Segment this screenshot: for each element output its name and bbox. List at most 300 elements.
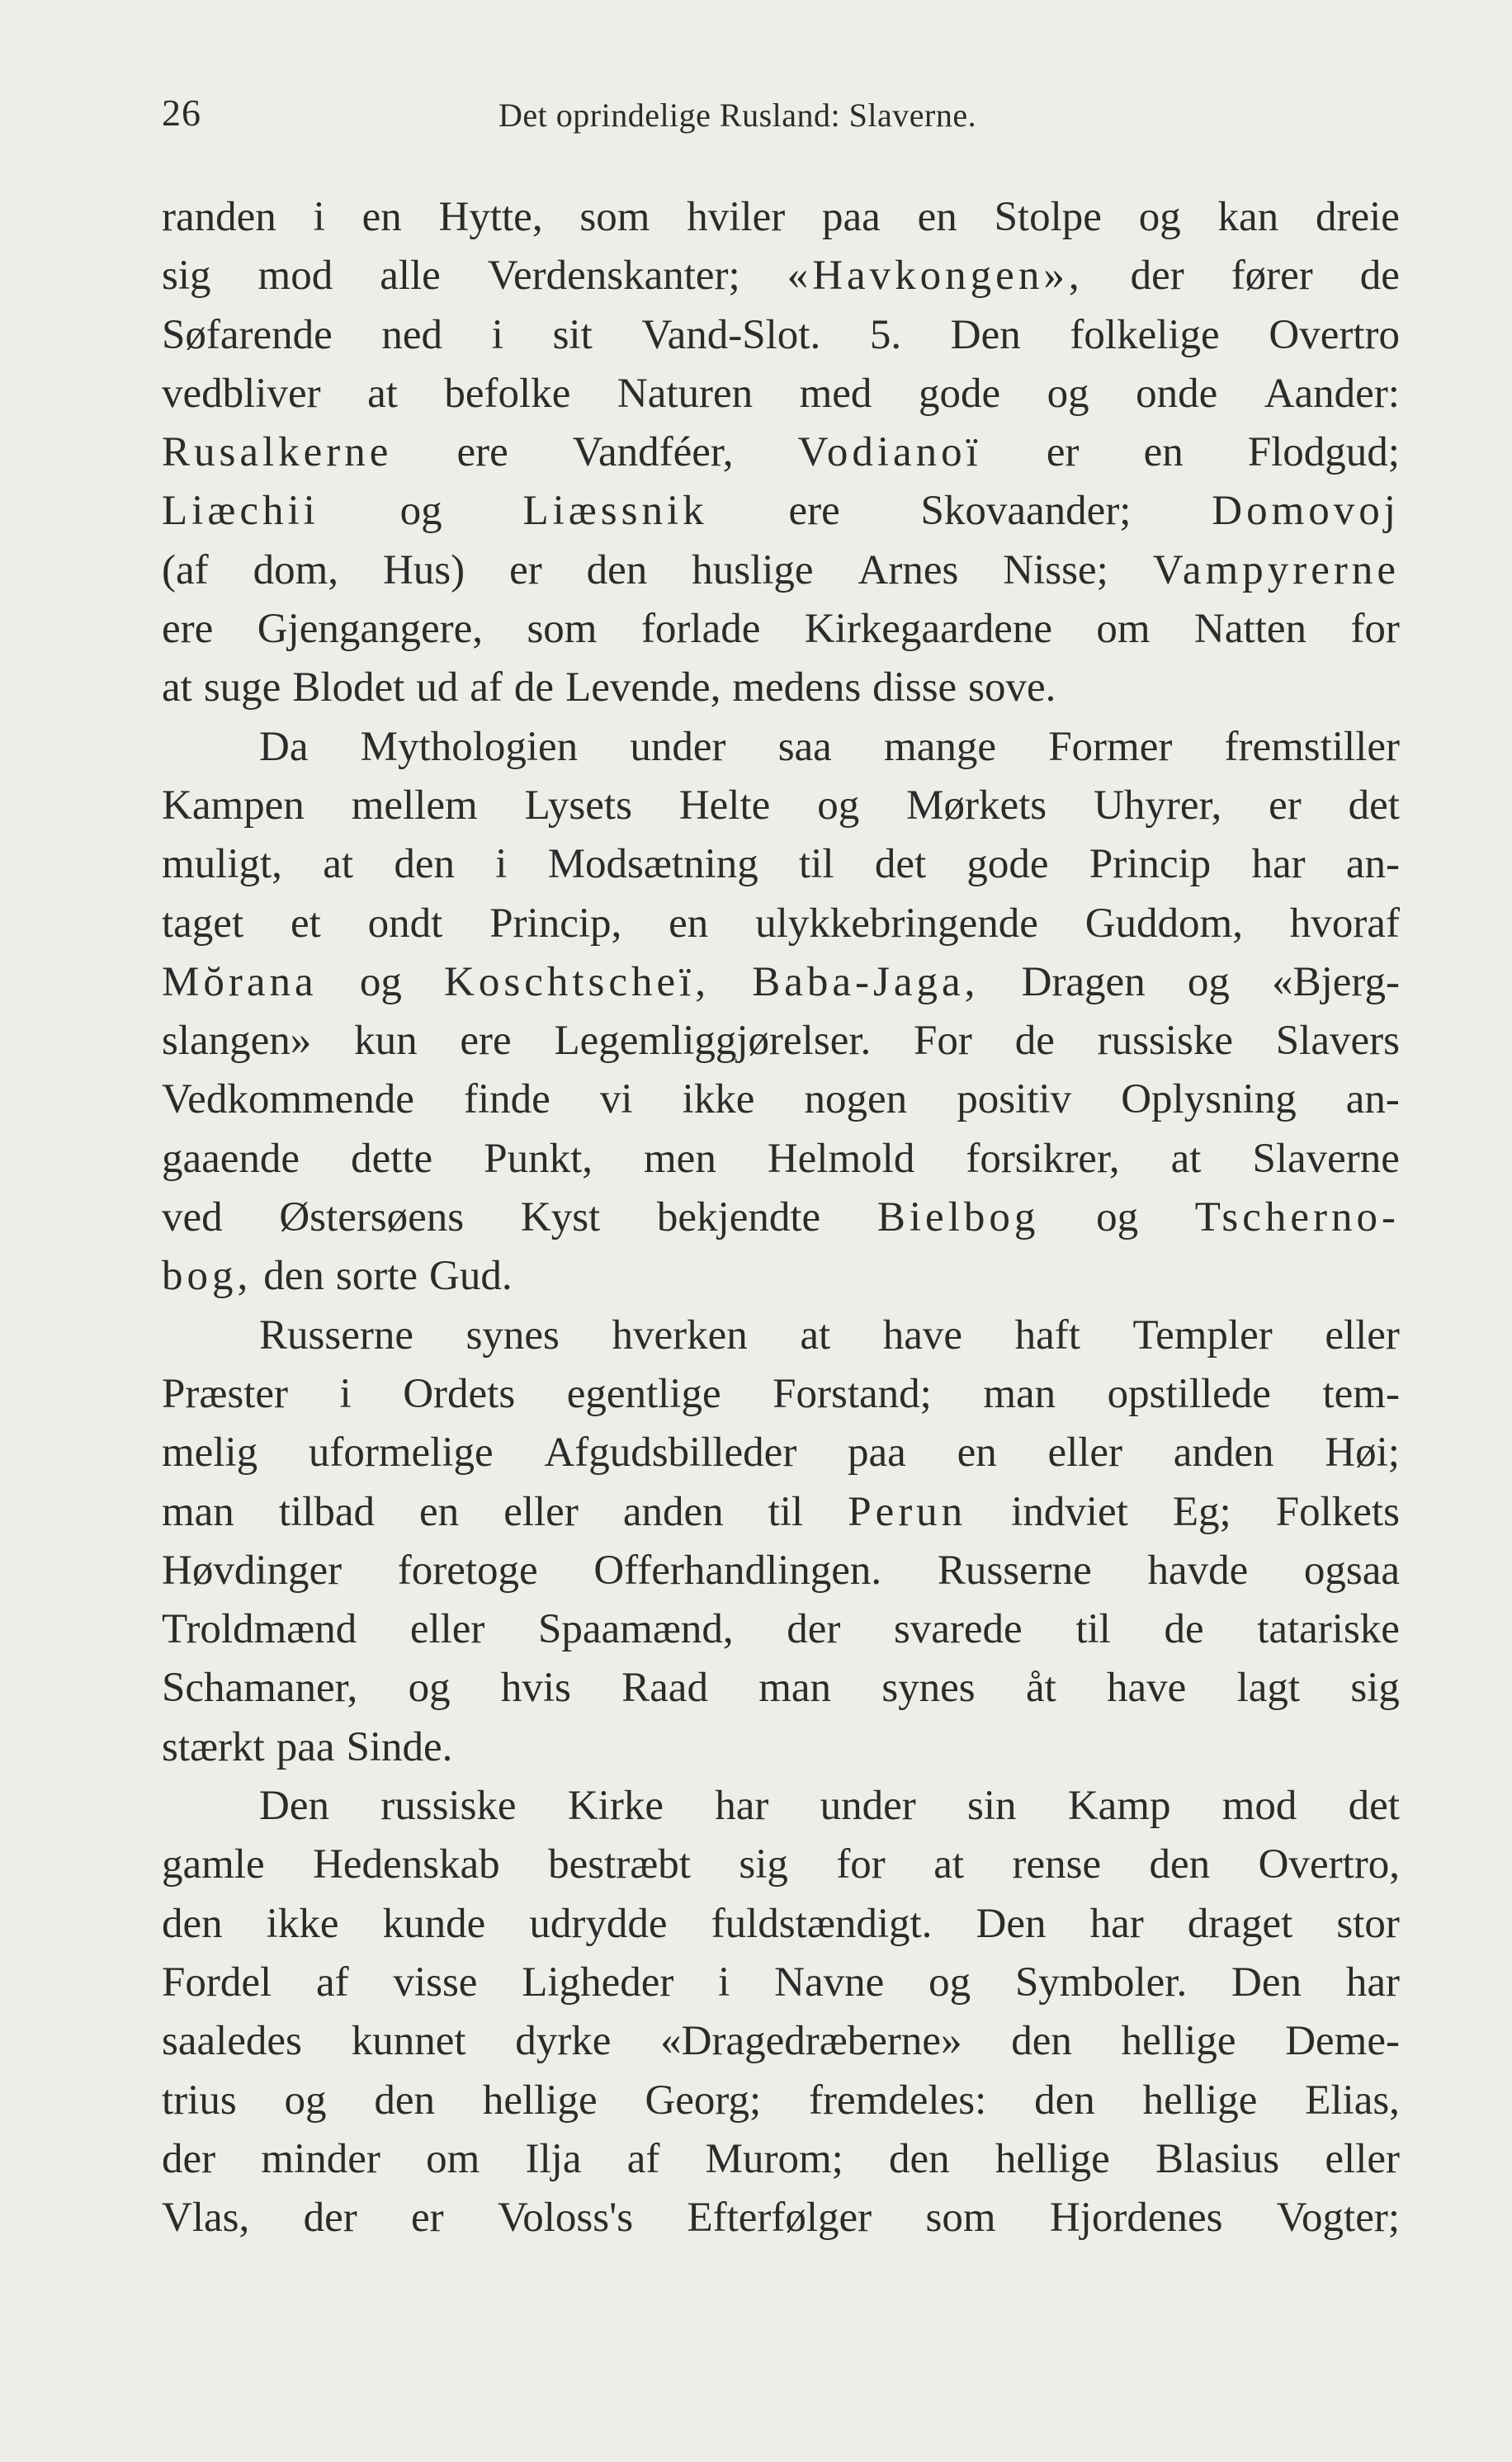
word: suge [203, 664, 281, 711]
word: der [303, 2195, 357, 2242]
word: de [1359, 253, 1400, 300]
word: fremdeles: [809, 2077, 987, 2124]
text-line [162, 1424, 1400, 1482]
word: Uhyrer, [1094, 782, 1222, 829]
word: det [1348, 782, 1400, 829]
word: under [630, 723, 726, 770]
text-line [162, 188, 1400, 247]
word: stærkt [162, 1723, 265, 1770]
word: befolke [444, 370, 571, 417]
word: Oplysning [1121, 1076, 1297, 1123]
word: den [889, 2135, 950, 2182]
word: Symboler. [1014, 1959, 1188, 2006]
text-line [162, 1188, 1400, 1247]
word: synes [465, 1311, 560, 1359]
text-line [162, 482, 1400, 541]
word: Kamp [1067, 1783, 1171, 1830]
word: Ligheder [522, 1959, 674, 2006]
word: Præster [162, 1370, 288, 1417]
word: Navne [774, 1959, 885, 2006]
word: ere [788, 488, 840, 535]
word: og [928, 1959, 971, 2006]
word: man [758, 1665, 832, 1712]
word: Fordel [162, 1959, 272, 2006]
text-line [162, 306, 1400, 365]
word: som [527, 606, 598, 653]
word: i [313, 194, 325, 240]
word: de [513, 664, 555, 711]
text-line [162, 718, 1400, 777]
word: har [1089, 1900, 1144, 1947]
word: eller [409, 1606, 485, 1653]
word: an- [1345, 841, 1400, 888]
word: folkelige [1070, 311, 1220, 358]
word: Vand-Slot. [641, 311, 821, 358]
word: Murom; [705, 2135, 843, 2182]
word: fører [1231, 253, 1313, 300]
word: Lysets [524, 782, 632, 829]
word: som [925, 2195, 996, 2242]
word: i [718, 1959, 730, 2006]
word: draget [1187, 1900, 1293, 1947]
word: og [1047, 370, 1089, 417]
word: under [820, 1783, 916, 1830]
word: Punkt, [484, 1135, 593, 1182]
word: en [917, 194, 957, 240]
word: Den [976, 1900, 1047, 1947]
word: Former [1048, 723, 1173, 770]
word: i [339, 1370, 352, 1417]
word: Blasius [1155, 2135, 1280, 2182]
word: om [426, 2135, 480, 2182]
word: melig [162, 1429, 258, 1477]
word: hellige [1121, 2018, 1236, 2065]
word: Hedenskab [313, 1841, 500, 1888]
word: Slavers [1275, 1018, 1400, 1065]
word: gode [966, 841, 1049, 888]
word: den [394, 841, 455, 888]
word: der [1130, 253, 1184, 300]
word: fuldstændigt. [711, 1900, 933, 1947]
word: uformelige [308, 1429, 494, 1477]
word: «Dragedræberne» [660, 2018, 962, 2065]
word: har [1345, 1959, 1400, 2006]
word: kun [354, 1018, 418, 1065]
word: Liæchii [162, 488, 319, 535]
word: om [1096, 606, 1151, 653]
word: Russerne [259, 1311, 413, 1359]
word: ikke [682, 1076, 755, 1123]
word: lagt [1236, 1665, 1301, 1712]
word: Deme- [1285, 2018, 1400, 2065]
word: Eg; [1172, 1488, 1231, 1535]
text-line [162, 1954, 1400, 2012]
text-line [162, 1777, 1400, 1836]
text-line [162, 1542, 1400, 1600]
word: havde [1147, 1547, 1249, 1594]
word: anden [1173, 1429, 1274, 1477]
word: ikke [266, 1900, 339, 1947]
word: have [1107, 1665, 1187, 1712]
word: randen [162, 194, 276, 240]
word: Hus) [382, 546, 465, 593]
word: sin [967, 1783, 1017, 1830]
word: disse [872, 664, 957, 711]
body-text [162, 188, 1400, 2247]
word: den [586, 546, 648, 593]
word: haft [1014, 1311, 1080, 1359]
word: og [1096, 1194, 1139, 1241]
word: eller [1325, 2135, 1400, 2182]
word: Arnes [858, 546, 959, 593]
word: den [263, 1253, 324, 1300]
word: Efterfølger [687, 2195, 872, 2242]
word: for [1350, 606, 1400, 653]
text-line [162, 541, 1400, 600]
word: Troldmænd [162, 1606, 357, 1653]
word: Tscherno- [1194, 1194, 1400, 1241]
word: Slaverne [1252, 1135, 1400, 1182]
word: russiske [1097, 1018, 1233, 1065]
word: rense [1012, 1841, 1102, 1888]
word: nogen [804, 1076, 908, 1123]
word: huslige [692, 546, 814, 593]
word: at [367, 370, 398, 417]
word: mange [884, 723, 996, 770]
word: gaaende [162, 1135, 300, 1182]
word: det [874, 841, 927, 888]
word: trius [162, 2077, 237, 2124]
word: Verdenskanter; [487, 253, 740, 300]
word: i [491, 311, 503, 358]
word: taget [162, 900, 244, 947]
word: af [626, 2135, 660, 2182]
word: Kirkegaardene [804, 606, 1052, 653]
word: forsikrer, [966, 1135, 1120, 1182]
word: i [495, 841, 508, 888]
word: den [1149, 1841, 1211, 1888]
text-line [162, 1659, 1400, 1718]
word: er [1269, 782, 1302, 829]
word: 5. [869, 311, 902, 358]
word: Skovaander; [920, 488, 1132, 535]
word: Hjordenes [1049, 2195, 1223, 2242]
word: stor [1336, 1900, 1400, 1947]
word: Elias, [1305, 2077, 1400, 2124]
word: hellige [1142, 2077, 1258, 2124]
word: hellige [995, 2135, 1110, 2182]
word: dyrke [515, 2018, 612, 2065]
word: Domovoj [1212, 488, 1400, 535]
word: russiske [380, 1783, 517, 1830]
word: sig [162, 253, 211, 300]
word: sorte [335, 1253, 418, 1300]
word: Mŏrana [162, 958, 318, 1005]
word: af [470, 664, 503, 711]
word: hellige [482, 2077, 598, 2124]
word: og [817, 782, 860, 829]
word: «Bjerg- [1272, 958, 1400, 1005]
word: Guddom, [1084, 900, 1243, 947]
text-line [162, 895, 1400, 953]
word: Levende, [565, 664, 721, 711]
word: som [579, 194, 650, 240]
word: ved [162, 1194, 223, 1241]
word: til [768, 1488, 804, 1535]
word: med [799, 370, 872, 417]
word: gode [918, 370, 1001, 417]
word: vi [599, 1076, 633, 1123]
word: ere [460, 1018, 512, 1065]
word: at [1170, 1135, 1202, 1182]
word: Stolpe [994, 194, 1102, 240]
word: Høvdinger [162, 1547, 343, 1594]
word: (af [162, 546, 209, 593]
word: mod [258, 253, 333, 300]
word: anden [622, 1488, 724, 1535]
word: paa [848, 1429, 906, 1477]
word: en [361, 194, 402, 240]
word: muligt, [162, 841, 282, 888]
word: fremstiller [1224, 723, 1400, 770]
word: gamle [162, 1841, 265, 1888]
text-line [162, 659, 1400, 717]
word: Legemliggjørelser. [554, 1018, 872, 1065]
word: Schamaner, [162, 1665, 358, 1712]
word: der [162, 2135, 216, 2182]
word: at [162, 664, 192, 711]
text-line [162, 1483, 1400, 1542]
word: Georg; [645, 2077, 762, 2124]
word: onde [1136, 370, 1218, 417]
word: indviet [1011, 1488, 1128, 1535]
word: an- [1345, 1076, 1400, 1123]
word: Vlas, [162, 2195, 250, 2242]
word: en [957, 1429, 997, 1477]
word: og [1138, 194, 1181, 240]
word: Natten [1194, 606, 1306, 653]
word: Gud. [429, 1253, 513, 1300]
text-line [162, 835, 1400, 894]
word: eller [1325, 1311, 1400, 1359]
word: og [408, 1665, 451, 1712]
word: Raad [621, 1665, 708, 1712]
text-line [162, 2130, 1400, 2189]
running-title: Det oprindelige Rusland: Slaverne. [498, 97, 977, 134]
text-line [162, 600, 1400, 659]
word: Spaamænd, [538, 1606, 734, 1653]
word: Vandféer, [572, 429, 734, 476]
word: af [315, 1959, 349, 2006]
word: tilbad [278, 1488, 375, 1535]
word: dette [351, 1135, 433, 1182]
word: Dragen [1021, 958, 1146, 1005]
word: Mythologien [360, 723, 579, 770]
word: at [933, 1841, 965, 1888]
text-line [162, 1836, 1400, 1894]
word: opstillede [1107, 1370, 1271, 1417]
word: til [799, 841, 834, 888]
word: Forstand; [773, 1370, 932, 1417]
word: Perun [848, 1488, 967, 1535]
word: Russerne [937, 1547, 1092, 1594]
word: den [1011, 2018, 1072, 2065]
word: Bielbog [876, 1194, 1040, 1241]
text-line [162, 1307, 1400, 1365]
word: Den [950, 311, 1021, 358]
word: Kirke [567, 1783, 664, 1830]
word: en [1143, 429, 1184, 476]
word: ere [456, 429, 508, 476]
word: og [359, 958, 402, 1005]
word: sit [552, 311, 593, 358]
word: Rusalkerne [162, 429, 393, 476]
word: foretoge [397, 1547, 538, 1594]
text-line [162, 1365, 1400, 1424]
word: Blodet [292, 664, 405, 711]
word: kunnet [351, 2018, 466, 2065]
word: de [1014, 1018, 1055, 1065]
word: ud [416, 664, 459, 711]
word: Nisse; [1003, 546, 1108, 593]
text-line [162, 247, 1400, 305]
word: ere [162, 606, 214, 653]
text-line [162, 777, 1400, 835]
word: kan [1217, 194, 1279, 240]
word: Da [259, 723, 309, 770]
word: svarede [893, 1606, 1023, 1653]
word: Kyst [520, 1194, 601, 1241]
word: Baba-Jaga, [752, 958, 980, 1005]
text-line [162, 1895, 1400, 1954]
word: hverken [612, 1311, 748, 1359]
word: bog, [162, 1253, 253, 1300]
word: Kampen [162, 782, 305, 829]
word: Templer [1132, 1311, 1273, 1359]
word: Vodianoï [797, 429, 982, 476]
word: Folkets [1275, 1488, 1400, 1535]
text-line [162, 365, 1400, 423]
word: Naturen [617, 370, 754, 417]
word: synes [881, 1665, 976, 1712]
word: det [1348, 1783, 1400, 1830]
word: Vogter; [1276, 2195, 1400, 2242]
word: Vedkommende [162, 1076, 414, 1123]
word: er [509, 546, 542, 593]
word: medens [732, 664, 862, 711]
word: en [419, 1488, 460, 1535]
word: Østersøens [279, 1194, 465, 1241]
word: mod [1221, 1783, 1297, 1830]
word: Princip, [489, 900, 622, 947]
word: bestræbt [548, 1841, 691, 1888]
word: og [1187, 958, 1230, 1005]
word: Overtro, [1258, 1841, 1400, 1888]
word: og [284, 2077, 327, 2124]
text-line [162, 1247, 1400, 1306]
word: Offerhandlingen. [593, 1547, 882, 1594]
word: Ilja [525, 2135, 582, 2182]
word: Voloss's [497, 2195, 634, 2242]
word: kunde [382, 1900, 486, 1947]
word: Overtro [1269, 311, 1400, 358]
word: hviler [687, 194, 786, 240]
word: har [715, 1783, 769, 1830]
word: ogsaa [1303, 1547, 1400, 1594]
word: at [323, 841, 354, 888]
word: Afgudsbilleder [544, 1429, 797, 1477]
word: tem- [1322, 1370, 1400, 1417]
word: saaledes [162, 2018, 302, 2065]
word: Ordets [403, 1370, 516, 1417]
word: Vampyrerne [1152, 546, 1400, 593]
text-line [162, 1600, 1400, 1659]
word: paa [276, 1723, 335, 1770]
word: den [162, 1900, 223, 1947]
text-line [162, 2072, 1400, 2130]
word: de [1164, 1606, 1204, 1653]
page-header [162, 91, 1400, 140]
word: For [914, 1018, 972, 1065]
word: alle [380, 253, 441, 300]
word: Flodgud; [1247, 429, 1400, 476]
word: har [1251, 841, 1306, 888]
word: have [882, 1311, 963, 1359]
word: dom, [253, 546, 338, 593]
word: hvis [500, 1665, 571, 1712]
page-number: 26 [162, 92, 201, 134]
word: udrydde [529, 1900, 668, 1947]
word: Helmold [767, 1135, 915, 1182]
word: Sinde. [346, 1723, 453, 1770]
word: visse [393, 1959, 478, 2006]
word: forlade [640, 606, 761, 653]
word: ondt [367, 900, 443, 947]
word: ned [381, 311, 443, 358]
word: bekjendte [656, 1194, 821, 1241]
word: til [1075, 1606, 1111, 1653]
word: et [290, 900, 321, 947]
word: eller [1047, 1429, 1123, 1477]
text-line [162, 423, 1400, 482]
word: Mørkets [906, 782, 1047, 829]
word: men [644, 1135, 716, 1182]
word: slangen» [162, 1018, 312, 1065]
word: for [836, 1841, 886, 1888]
word: ulykkebringende [755, 900, 1038, 947]
word: sig [739, 1841, 788, 1888]
word: og [399, 488, 442, 535]
word: Koschtscheï, [444, 958, 711, 1005]
word: at [800, 1311, 831, 1359]
word: Gjengangere, [257, 606, 483, 653]
word: paa [822, 194, 881, 240]
text-line [162, 1012, 1400, 1070]
word: sove. [968, 664, 1056, 711]
word: saa [777, 723, 832, 770]
text-line [162, 2012, 1400, 2071]
word: Høi; [1325, 1429, 1400, 1477]
word: finde [464, 1076, 550, 1123]
word: Modsætning [547, 841, 758, 888]
word: vedbliver [162, 370, 321, 417]
text-line [162, 1718, 1400, 1777]
word: Søfarende [162, 311, 333, 358]
word: hvoraf [1289, 900, 1400, 947]
word: positiv [957, 1076, 1072, 1123]
word: der [787, 1606, 841, 1653]
word: åt [1025, 1665, 1056, 1712]
